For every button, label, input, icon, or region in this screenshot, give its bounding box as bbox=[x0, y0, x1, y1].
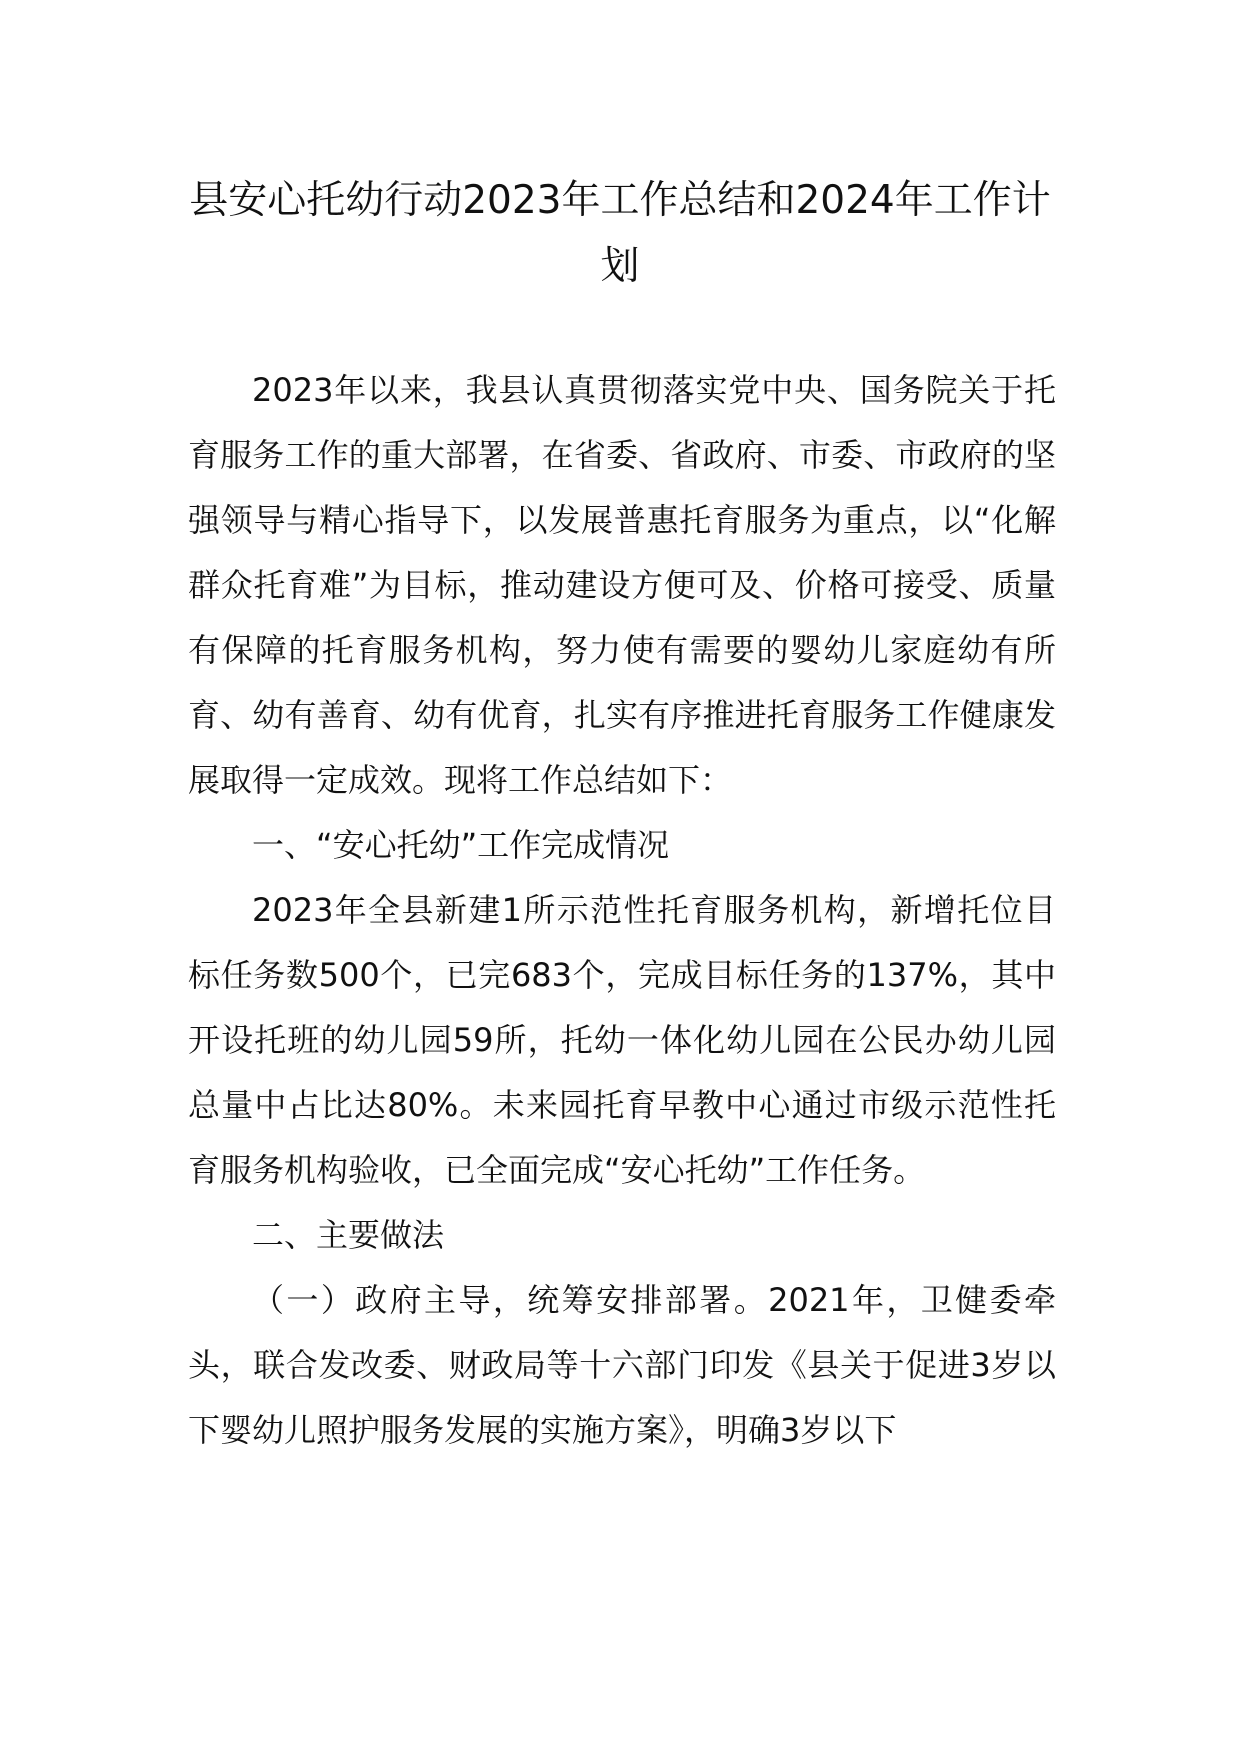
intro-paragraph: 2023年以来，我县认真贯彻落实党中央、国务院关于托育服务工作的重大部署，在省委、省政府、市委、市政府的坚强领导与精心指导下，以发展普惠托育服务为重点，以“化解群众托育难”为目标，推动建设方便可及、价格可接受、质量有保障的托育服务机构，努力使有需要的婴幼儿家庭幼有所育、幼有善育、幼有优育，扎实有序推进托育服务工作健康发展取得一定成效。现将工作总结如下： bbox=[188, 371, 1056, 799]
section-heading-methods: 二、主要做法 bbox=[252, 1216, 445, 1254]
document-title: 县安心托幼行动2023年工作总结和2024年工作计划 bbox=[189, 178, 1051, 289]
methods-paragraph: （一）政府主导，统筹安排部署。2021年，卫健委牵头，联合发改委、财政局等十六部门印发《县关于促进3岁以下婴幼儿照护服务发展的实施方案》，明确3岁以下 bbox=[188, 1281, 1056, 1449]
completion-paragraph: 2023年全县新建1所示范性托育服务机构，新增托位目标任务数500个，已完683个，完成目标任务的137%，其中开设托班的幼儿园59所，托幼一体化幼儿园在公民办幼儿园总量中占比达80%。未来园托育早教中心通过市级示范性托育服务机构验收，已全面完成“安心托幼”工作任务。 bbox=[188, 891, 1056, 1189]
section-heading-completion: 一、“安心托幼”工作完成情况 bbox=[252, 826, 670, 864]
document-body bbox=[188, 358, 1056, 1463]
